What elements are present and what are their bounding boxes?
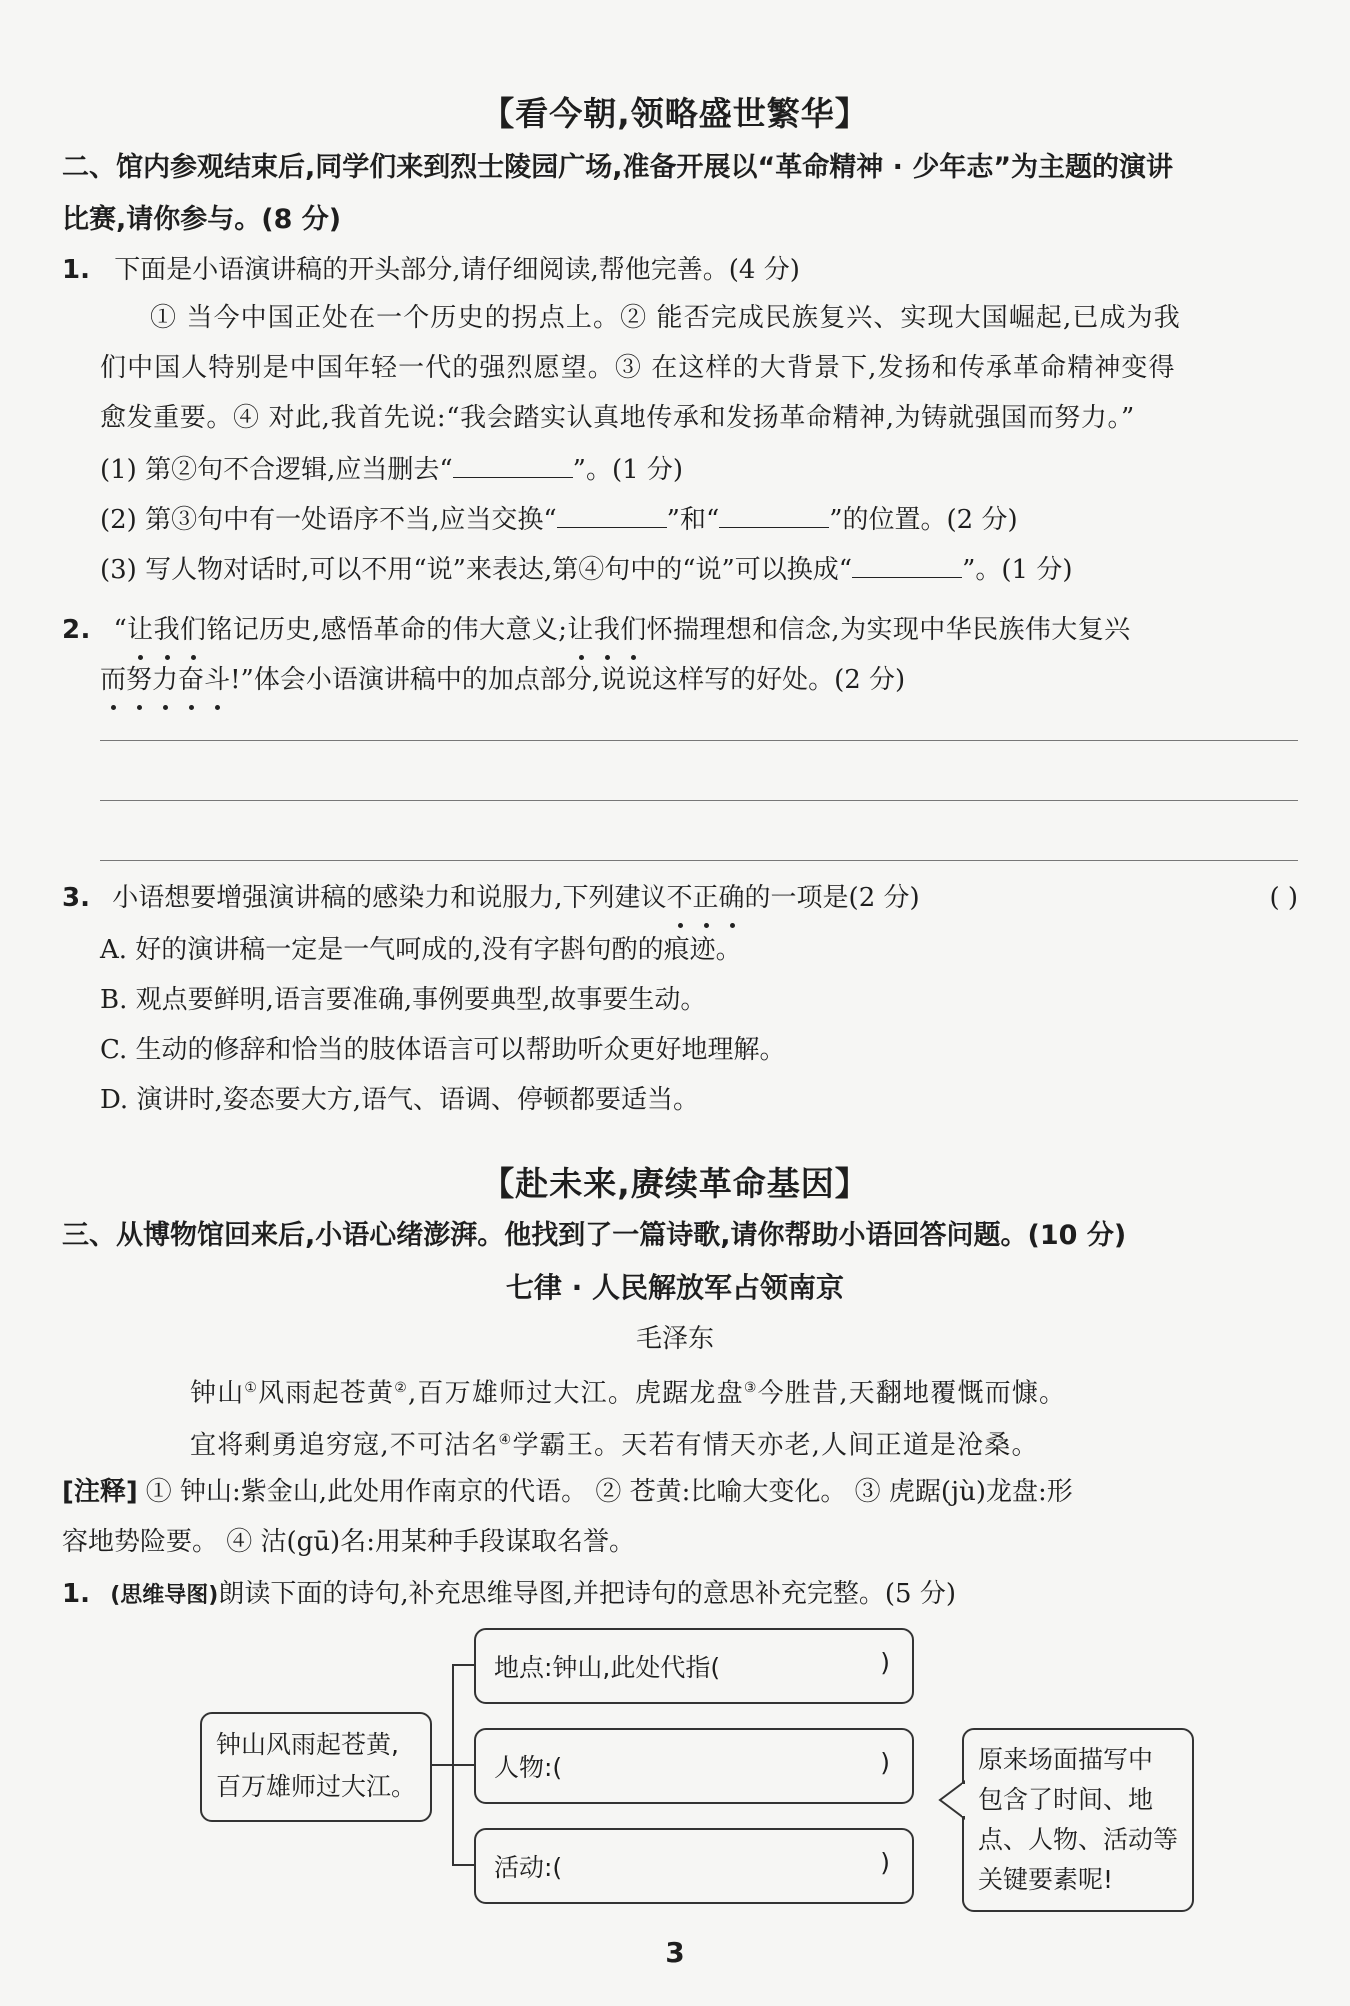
question-3-sub1-number: 1. [62,1579,90,1609]
speech-passage-line1: ① 当今中国正处在一个历史的拐点上。② 能否完成民族复兴、实现大国崛起,已成为我 [150,303,1181,333]
question-2-heading-line1: 二、馆内参观结束后,同学们来到烈士陵园广场,准备开展以“革命精神 · 少年志”为主题的演讲 [62,152,1174,183]
part-1-text-b: ”。(1 分) [572,455,684,485]
answer-blank-4[interactable] [852,553,962,578]
part-2-text-a: (2) 第③句中有一处语序不当,应当交换“ [100,505,557,535]
dotted-phrase-4: 不正确 [667,883,745,913]
mindmap-people-label: 人物:( [494,1753,563,1782]
poem-line-2 [190,1420,1039,1466]
quote-open: “ [113,615,128,645]
subquestion-2-text-b: 铭记历史,感悟革命的伟大意义; [206,615,568,645]
subquestion-3-text-a: 小语想要增强演讲稿的感染力和说服力,下列建议 [112,883,667,913]
subquestion-3-text-b: 的一项是(2 分) [744,883,920,913]
mindmap-activity-close: ) [880,1848,890,1877]
note-marker-1: ① [244,1380,259,1396]
option-a[interactable]: A. 好的演讲稿一定是一气呵成的,没有字斟句酌的痕迹。 [100,935,742,965]
speech-bubble [962,1728,1194,1912]
note-marker-4: ④ [498,1432,513,1448]
bubble-line-4: 关键要素呢! [978,1865,1114,1894]
subquestion-3-number: 3. [62,883,90,913]
part-2-text-c: ”的位置。(2 分) [829,505,1018,535]
poem-line-1-c: ,百万雄师过大江。虎踞龙盘 [407,1378,744,1409]
dotted-phrase-1: 让我们 [127,615,206,645]
answer-choice-parentheses[interactable]: ( ) [1269,883,1298,913]
notes-text-1: ① 钟山:紫金山,此处用作南京的代语。 ② 苍黄:比喻大变化。 ③ 虎踞(jù)龙盘:形 [145,1477,1073,1507]
page-number: 3 [665,1936,685,1969]
poem-line-2-b: 学霸王。天若有情天亦老,人间正道是沧桑。 [512,1430,1039,1461]
connector-branch-3 [452,1864,474,1866]
answer-blank-2[interactable] [557,503,667,528]
answer-line-1[interactable] [100,740,1298,741]
part-1-text-a: (1) 第②句不合逻辑,应当删去“ [100,455,453,485]
part-1-prompt [100,450,683,490]
answer-blank-1[interactable] [453,453,573,478]
subquestion-2-number: 2. [62,615,91,645]
mindmap-location-close: ) [880,1648,890,1677]
bubble-line-1: 原来场面描写中 [978,1745,1154,1774]
mindmap-source-line1: 钟山风雨起苍黄, [216,1730,399,1759]
notes-line-1 [62,1472,1073,1512]
note-marker-2: ② [394,1380,408,1396]
option-c[interactable]: C. 生动的修辞和恰当的肢体语言可以帮助听众更好地理解。 [100,1035,786,1065]
subquestion-2-line1 [62,610,1131,650]
option-b[interactable]: B. 观点要鲜明,语言要准确,事例要典型,故事要生动。 [100,985,707,1015]
subquestion-2-text-c: 怀揣理想和信念,为实现中华民族伟大复兴 [646,615,1131,645]
dotted-phrase-3: 而努力奋斗 [100,665,230,695]
mindmap-source-box [200,1712,432,1822]
poem-line-1-d: 今胜昔,天翻地覆慨而慷。 [757,1378,1067,1409]
subquestion-1-number: 1. [62,255,90,285]
poem-line-1 [190,1368,1066,1414]
question-2-heading [62,142,1302,246]
question-3-sub1-text: 朗读下面的诗句,补充思维导图,并把诗句的意思补充完整。(5 分) [218,1579,956,1609]
bubble-tail-icon [938,1780,968,1820]
part-3-text-b: ”。(1 分) [962,555,1073,585]
bubble-line-3: 点、人物、活动等 [978,1825,1179,1854]
mindmap-activity-label: 活动:( [494,1853,563,1882]
part-3-text-a: (3) 写人物对话时,可以不用“说”来表达,第④句中的“说”可以换成“ [100,555,853,585]
mindmap-people-box[interactable] [474,1728,914,1804]
poem-line-1-b: 风雨起苍黄 [258,1378,395,1409]
answer-line-3[interactable] [100,860,1298,861]
mindmap-activity-box[interactable] [474,1828,914,1904]
notes-label: [注释] [62,1477,138,1507]
part-2-prompt [100,500,1018,540]
connector-branch-1 [452,1664,474,1666]
poem-author: 毛泽东 [635,1324,714,1354]
part-2-text-b: ”和“ [666,505,720,535]
mindmap-people-close: ) [880,1748,890,1777]
answer-line-2[interactable] [100,800,1298,801]
dotted-phrase-2: 让我们 [567,615,646,645]
section-title-future: 【赴未来,赓续革命基因】 [481,1164,869,1203]
poem-line-1-a: 钟山 [190,1378,245,1409]
question-3-subquestion-1 [62,1574,956,1616]
note-marker-3: ③ [743,1380,758,1396]
speech-passage-line3: 愈发重要。④ 对此,我首先说:“我会踏实认真地传承和发扬革命精神,为铸就强国而努力。” [100,403,1135,433]
part-3-prompt [100,550,1072,590]
notes-line-2: 容地势险要。 ④ 沽(gū)名:用某种手段谋取名誉。 [62,1527,635,1557]
mindmap-tag: (思维导图) [110,1583,219,1608]
mindmap-source-line2: 百万雄师过大江。 [216,1772,417,1801]
subquestion-3 [62,878,920,918]
subquestion-1-text: 下面是小语演讲稿的开头部分,请仔细阅读,帮他完善。(4 分) [114,255,800,285]
answer-blank-3[interactable] [719,503,829,528]
mindmap-location-box[interactable] [474,1628,914,1704]
connector-horizontal [430,1764,452,1766]
section-title-present: 【看今朝,领略盛世繁华】 [481,94,869,133]
question-3-heading: 三、从博物馆回来后,小语心绪澎湃。他找到了一篇诗歌,请你帮助小语回答问题。(10 分) [62,1220,1127,1251]
subquestion-2-text-d: !”体会小语演讲稿中的加点部分,说说这样写的好处。(2 分) [230,665,906,695]
poem-line-2-a: 宜将剩勇追穷寇,不可沽名 [190,1430,499,1461]
bubble-line-2: 包含了时间、地 [978,1785,1154,1814]
connector-branch-2 [452,1764,474,1766]
speech-passage-line2: 们中国人特别是中国年轻一代的强烈愿望。③ 在这样的大背景下,发扬和传承革命精神变得 [100,353,1176,383]
question-2-heading-line2: 比赛,请你参与。(8 分) [62,204,342,235]
option-d[interactable]: D. 演讲时,姿态要大方,语气、语调、停顿都要适当。 [100,1085,699,1115]
subquestion-2-line2 [100,660,905,700]
subquestion-1 [62,250,800,290]
mindmap-location-label: 地点:钟山,此处代指( [494,1653,721,1682]
poem-title: 七律 · 人民解放军占领南京 [505,1271,845,1304]
